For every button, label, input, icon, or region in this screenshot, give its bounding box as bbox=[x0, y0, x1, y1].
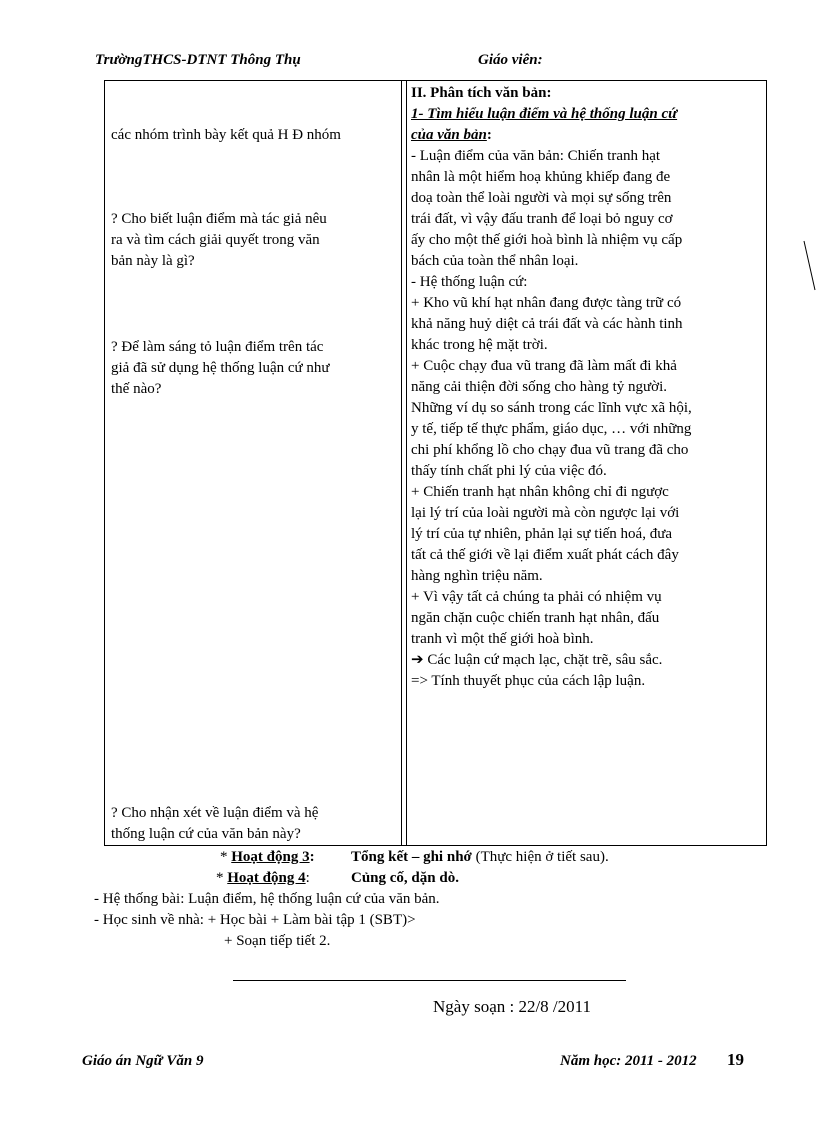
analysis-line: doạ toàn thể loài người và mọi sự sống trên bbox=[411, 190, 672, 206]
analysis-line: + Cuộc chạy đua vũ trang đã làm mất đi khả bbox=[411, 358, 677, 374]
activity-4: * Hoạt động 4: Củng cố, dặn dò. bbox=[216, 870, 459, 886]
analysis-line: Những ví dụ so sánh trong các lĩnh vực xã hội, bbox=[411, 400, 692, 416]
column-divider bbox=[401, 81, 407, 845]
analysis-line: lại lý trí của loài người mà còn ngược lại với bbox=[411, 505, 680, 521]
analysis-line: y tế, tiếp tế thực phẩm, giáo dục, … với những bbox=[411, 421, 692, 437]
analysis-line: lý trí của tự nhiên, phản lại sự tiến hoá, đưa bbox=[411, 526, 672, 542]
analysis-line: + Vì vậy tất cả chúng ta phải có nhiệm vụ bbox=[411, 589, 662, 605]
activity-3: * Hoạt động 3: Tổng kết – ghi nhớ (Thực hiện ở tiết sau). bbox=[220, 849, 609, 865]
footer-school-year: Năm học: 2011 - 2012 bbox=[560, 1053, 697, 1069]
question-evaluation: ? Cho nhận xét về luận điểm và hệ thống luận cứ của văn bản này? bbox=[111, 805, 319, 842]
analysis-line: - Luận điểm của văn bản: Chiến tranh hạt bbox=[411, 148, 661, 164]
analysis-line: thấy tính chất phi lý của việc đó. bbox=[411, 463, 607, 479]
analysis-line: + Chiến tranh hạt nhân không chỉ đi ngược bbox=[411, 484, 669, 500]
analysis-line: - Hệ thống luận cứ: bbox=[411, 274, 528, 290]
conclusion-line: => Tính thuyết phục của cách lập luận. bbox=[411, 673, 646, 689]
analysis-line: tranh vì một thế giới hoà bình. bbox=[411, 631, 594, 647]
analysis-line: bách của toàn thể nhân loại. bbox=[411, 253, 579, 269]
analysis-line: nhân là một hiểm hoạ khủng khiếp đang đe bbox=[411, 169, 671, 185]
section-title: II. Phân tích văn bản: bbox=[411, 85, 552, 101]
analysis-line: hàng nghìn triệu năm. bbox=[411, 568, 543, 584]
analysis-line: năng cải thiện đời sống cho hàng tỷ người. bbox=[411, 379, 668, 395]
separator-line bbox=[233, 980, 626, 981]
conclusion-arrow-line: ➔ Các luận cứ mạch lạc, chặt trẽ, sâu sắc. bbox=[411, 652, 663, 668]
school-name: TrườngTHCS-DTNT Thông Thụ bbox=[95, 52, 301, 68]
analysis-column bbox=[411, 83, 729, 692]
analysis-line: + Kho vũ khí hạt nhân đang được tàng trữ có bbox=[411, 295, 682, 311]
question-thesis: ? Cho biết luận điểm mà tác giả nêu ra và tìm cách giải quyết trong văn bản này là gì? bbox=[111, 211, 327, 269]
homework-note: - Học sinh về nhà: + Học bài + Làm bài tập 1 (SBT)> bbox=[94, 912, 416, 928]
preparation-date: Ngày soạn : 22/8 /2011 bbox=[433, 997, 592, 1016]
question-arguments: ? Để làm sáng tỏ luận điểm trên tác giả đã sử dụng hệ thống luận cứ như thế nào? bbox=[111, 339, 330, 397]
analysis-line: trái đất, vì vậy đấu tranh để loại bỏ nguy cơ bbox=[411, 211, 673, 227]
lesson-summary-note: - Hệ thống bài: Luận điểm, hệ thống luận cứ của văn bản. bbox=[94, 891, 440, 907]
question-group-results: các nhóm trình bày kết quả H Đ nhóm bbox=[111, 127, 341, 143]
analysis-line: khả năng huỷ diệt cả trái đất và các hành tinh bbox=[411, 316, 683, 332]
footer-course: Giáo án Ngữ Văn 9 bbox=[82, 1053, 204, 1069]
analysis-line: chi phí khổng lồ cho chạy đua vũ trang đã cho bbox=[411, 442, 689, 458]
analysis-line: ngăn chặn cuộc chiến tranh hạt nhân, đấu bbox=[411, 610, 660, 626]
analysis-line: khác trong hệ mặt trời. bbox=[411, 337, 548, 353]
analysis-line: tất cả thế giới về lại điểm xuất phát cách đây bbox=[411, 547, 679, 563]
homework-note-continued: + Soạn tiếp tiết 2. bbox=[224, 933, 331, 949]
lesson-table bbox=[104, 80, 767, 846]
analysis-line: ấy cho một thế giới hoà bình là nhiệm vụ cấp bbox=[411, 232, 683, 248]
subsection-title-line2: của văn bản: bbox=[411, 127, 492, 143]
subsection-title-line1: 1- Tìm hiểu luận điểm và hệ thống luận cứ bbox=[411, 106, 678, 122]
page-number: 19 bbox=[727, 1050, 744, 1069]
margin-stroke-mark bbox=[803, 240, 816, 292]
teacher-label: Giáo viên: bbox=[478, 52, 543, 68]
